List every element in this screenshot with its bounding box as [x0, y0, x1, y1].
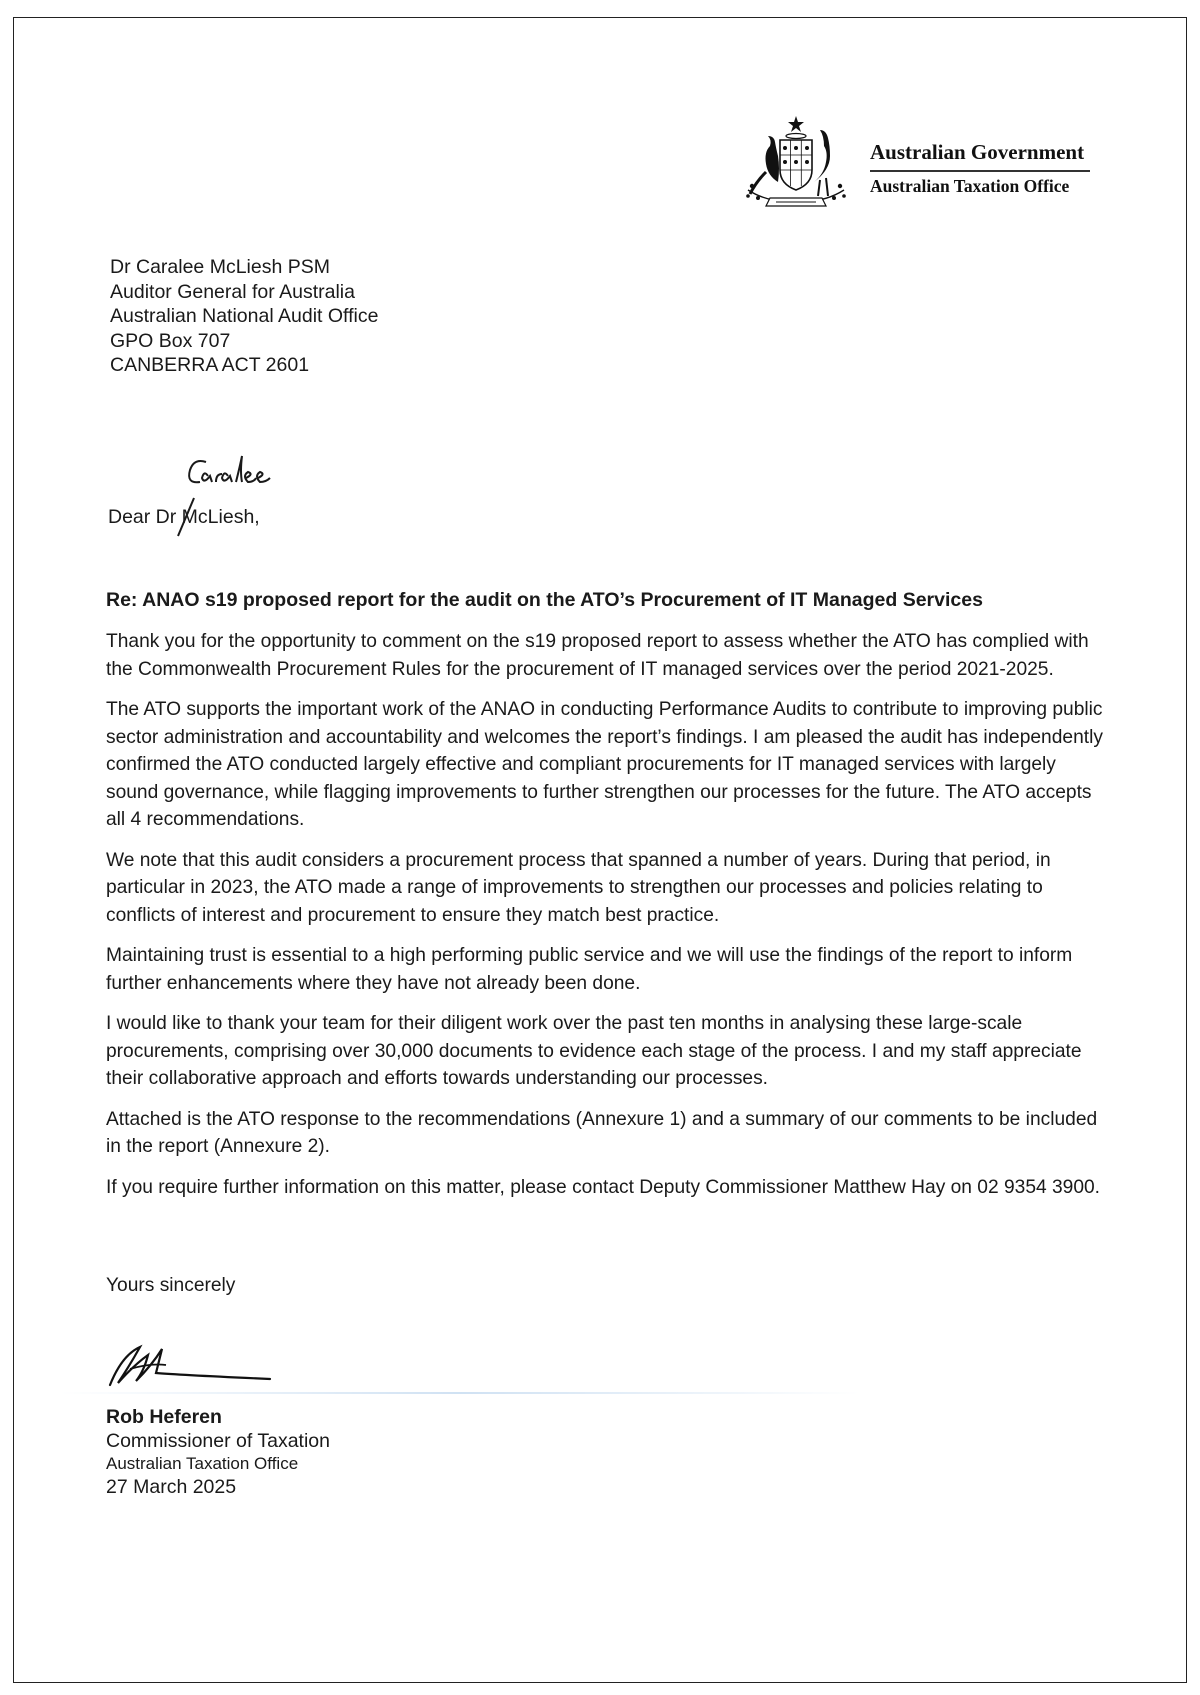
body-paragraph: Attached is the ATO response to the recommendations (Annexure 1) and a summary of our comments to be included in the report (Annexure 2). — [106, 1108, 1098, 1157]
signature-line — [60, 1392, 860, 1394]
signatory-block — [106, 1405, 330, 1500]
address-line: Dr Caralee McLiesh PSM — [110, 256, 330, 278]
handwritten-caralee-annotation — [108, 448, 408, 548]
body-paragraph: If you require further information on this matter, please contact Deputy Commissioner Matthew Hay on 02 9354 3900. — [106, 1176, 1101, 1198]
letterhead — [740, 112, 1090, 222]
coat-of-arms-icon — [740, 112, 852, 216]
recipient-address — [110, 255, 378, 378]
salutation-block — [108, 448, 408, 548]
body-paragraph: Maintaining trust is essential to a high performing public service and we will use the findings of the report to inform further enhancements where they have not already been done. — [106, 945, 1073, 994]
subject-line: Re: ANAO s19 proposed report for the audit on the ATO’s Procurement of IT Managed Services — [106, 589, 983, 611]
signatory-organisation: Australian Taxation Office — [106, 1454, 299, 1473]
salutation: Dear Dr McLiesh, — [108, 506, 260, 528]
closing: Yours sincerely — [106, 1275, 236, 1296]
letter-date: 27 March 2025 — [106, 1476, 237, 1498]
signatory-title: Commissioner of Taxation — [106, 1430, 330, 1452]
body-paragraph: Thank you for the opportunity to comment on the s19 proposed report to assess whether the ATO has complied with the Commonwealth Procurement Rules for the procurement of IT managed services over the period 2021-2025. — [106, 631, 1089, 680]
letter-body — [106, 628, 1106, 1214]
agency-name: Australian Taxation Office — [870, 176, 1070, 196]
body-paragraph: The ATO supports the important work of the ANAO in conducting Performance Audits to contribute to improving public sector administration and accountability and welcomes the report’s findings. I am pleased the audit has independently confirmed the ATO conducted largely effective and compliant procurements for IT managed services with largely sound governance, while flagging improvements to further strengthen our processes for the future. The ATO accepts all 4 recommendations. — [106, 699, 1103, 830]
signature-image — [100, 1325, 280, 1400]
government-name: Australian Government — [870, 140, 1085, 164]
body-paragraph: I would like to thank your team for their diligent work over the past ten months in analysing these large-scale procurements, comprising over 30,000 documents to evidence each stage of the process. I and my staff appreciate their collaborative approach and efforts towards understanding our processes. — [106, 1013, 1082, 1089]
address-line: Australian National Audit Office — [110, 305, 379, 327]
letterhead-divider — [870, 170, 1090, 172]
address-line: Auditor General for Australia — [110, 280, 355, 303]
body-paragraph: We note that this audit considers a procurement process that spanned a number of years. During that period, in particular in 2023, the ATO made a range of improvements to strengthen our processes and policies relating to conflicts of interest and procurement to ensure they match best practice. — [106, 849, 1051, 926]
address-line: GPO Box 707 — [110, 329, 231, 352]
signatory-name: Rob Heferen — [106, 1406, 222, 1428]
address-line: CANBERRA ACT 2601 — [110, 354, 310, 376]
